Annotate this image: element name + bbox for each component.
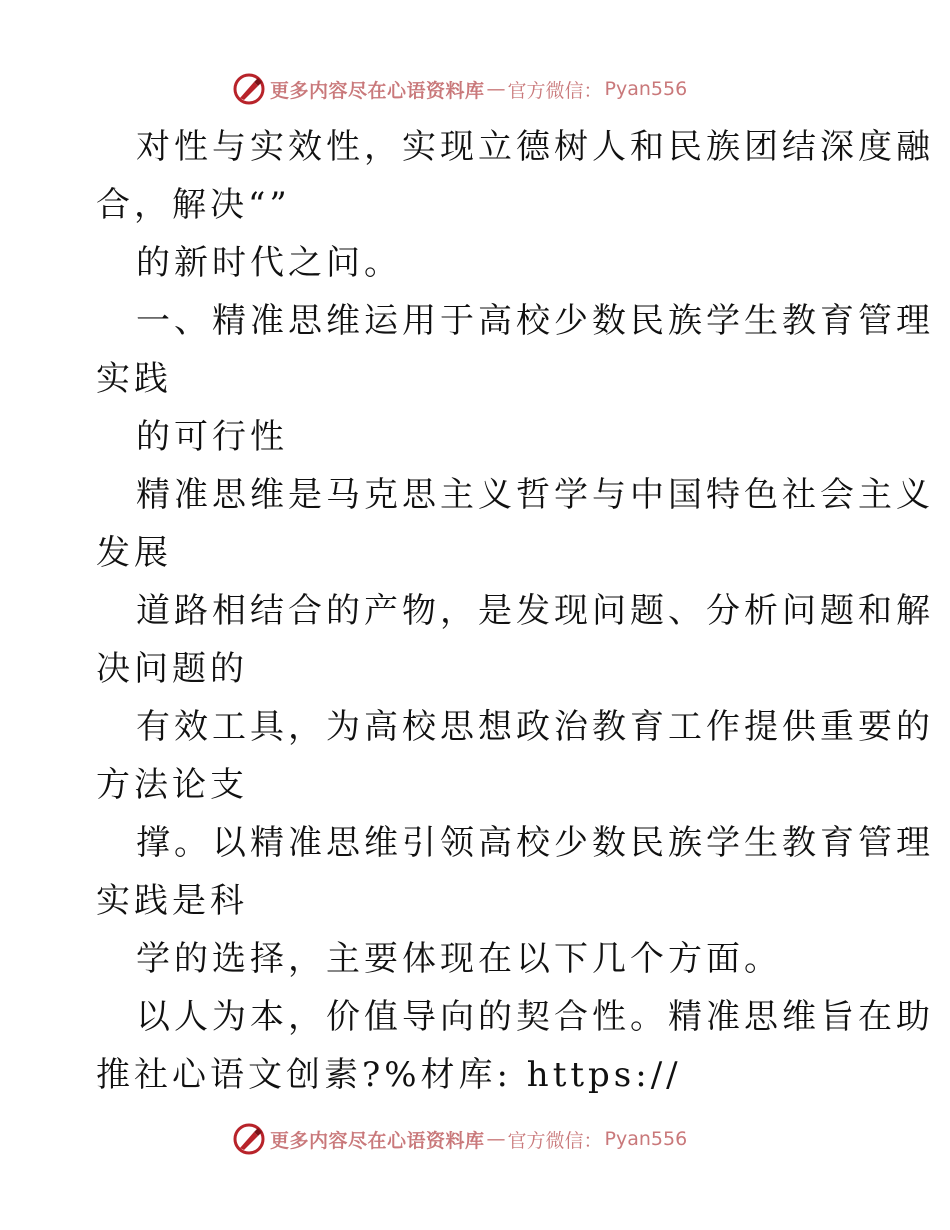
text-line: 撑。以精准思维引领高校少数民族学生教育管理	[136, 823, 934, 863]
text-line: 的新时代之问。	[136, 243, 402, 283]
text-line: 合，解决“”	[96, 185, 291, 225]
text-line: 精准思维是马克思主义哲学与中国特色社会主义	[136, 475, 934, 515]
footer-dash: —	[486, 1128, 506, 1150]
text-line: 决问题的	[96, 649, 248, 689]
text-line: 实践是科	[96, 881, 248, 921]
pen-logo-icon	[232, 72, 266, 106]
text-line: 有效工具，为高校思想政治教育工作提供重要的	[136, 707, 934, 747]
footer-wechat-id: Pyan556	[604, 1128, 688, 1150]
header-dash: —	[486, 78, 506, 100]
text-line: 推社心语文创素?%材库: https://	[96, 1055, 682, 1095]
text-line: 学的选择，主要体现在以下几个方面。	[136, 939, 782, 979]
footer-banner	[232, 1122, 687, 1156]
text-line: 以人为本，价值导向的契合性。精准思维旨在助	[136, 997, 934, 1037]
header-wechat-label: 官方微信：	[507, 79, 603, 102]
footer-brand-text: 更多内容尽在心语资料库	[270, 1129, 485, 1152]
document-body	[96, 118, 934, 1104]
pen-logo-icon	[232, 1122, 266, 1156]
text-line: 对性与实效性，实现立德树人和民族团结深度融	[136, 127, 934, 167]
text-line: 方法论支	[96, 765, 248, 805]
header-banner	[232, 72, 687, 106]
section-heading: 的可行性	[136, 417, 288, 457]
text-line: 发展	[96, 533, 172, 573]
header-brand-text: 更多内容尽在心语资料库	[270, 79, 485, 102]
header-wechat-id: Pyan556	[604, 78, 688, 100]
footer-wechat-label: 官方微信：	[507, 1129, 603, 1152]
text-line: 道路相结合的产物，是发现问题、分析问题和解	[136, 591, 934, 631]
section-heading: 一、精准思维运用于高校少数民族学生教育管理	[136, 301, 934, 341]
section-heading: 实践	[96, 359, 172, 399]
